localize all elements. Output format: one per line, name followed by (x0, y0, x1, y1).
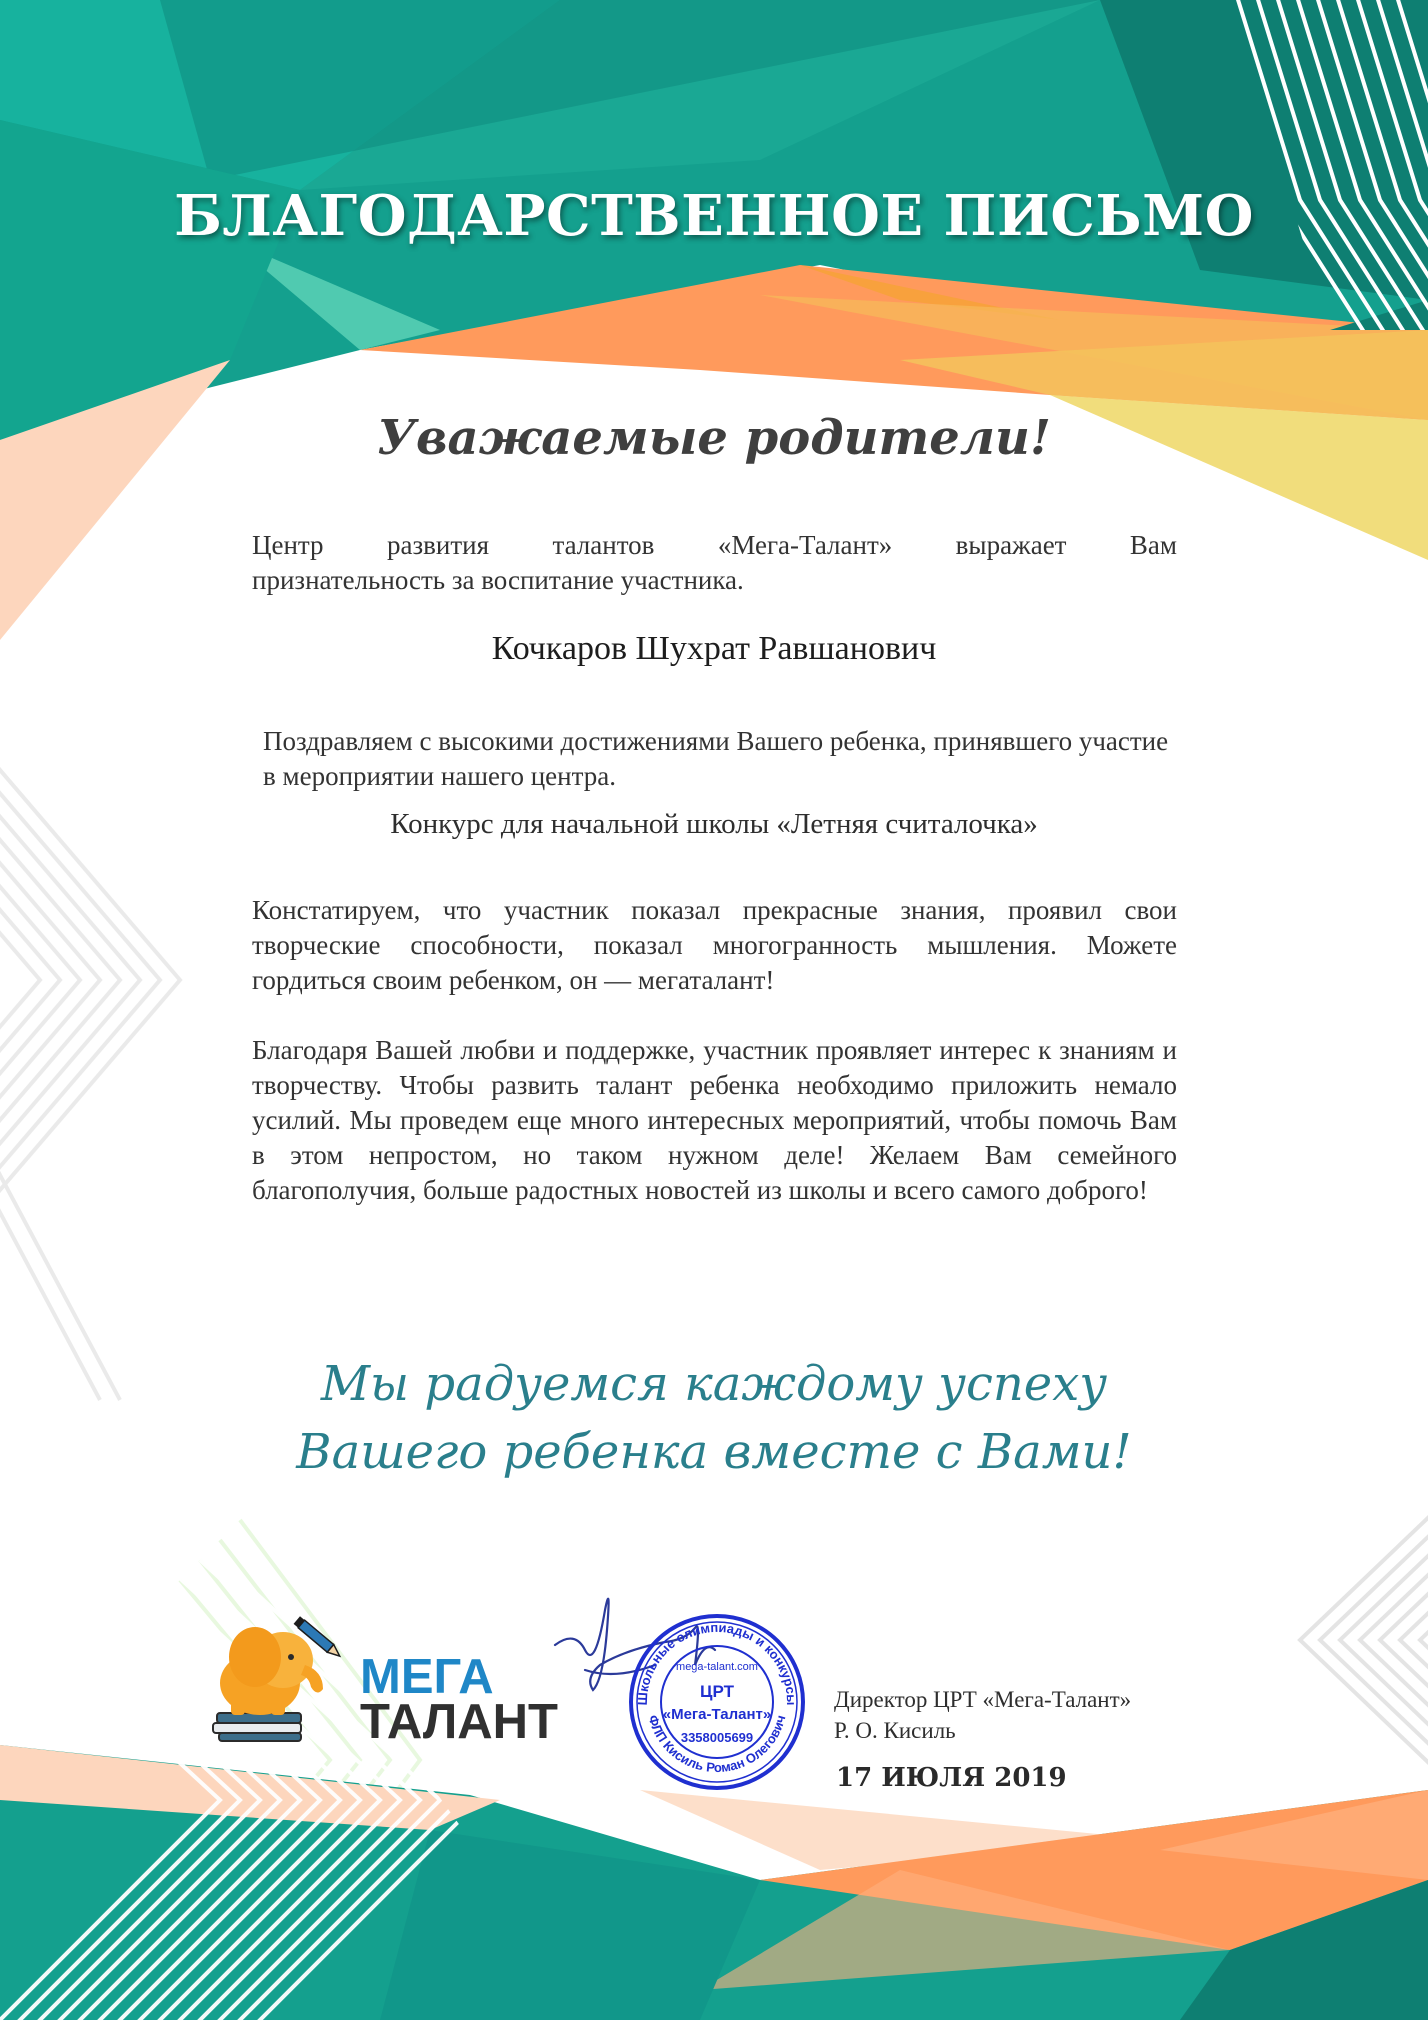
signature-and-stamp (545, 1570, 815, 1800)
intro-paragraph-line2: признательность за воспитание участника. (252, 565, 744, 595)
wishes-paragraph: Благодаря Вашей любви и поддержке, участник проявляет интерес к знаниям и творчеству. Чтобы развить талант ребенка необходимо приложить немало усилий. Мы проведем еще много интересных мероприятий, чтобы помочь Вам в этом непростом, но таком нужном деле! Желаем Вам семейного благополучия, больше радостных новостей из школы и всего самого доброго! (252, 1035, 1177, 1205)
stamp-ring-top: Школьные олимпиады и конкурсы (634, 1619, 800, 1706)
letter-title: БЛАГОДАРСТВЕННОЕ ПИСЬМО (174, 183, 1254, 249)
participant-name: Кочкаров Шухрат Равшанович (491, 630, 937, 667)
stamp-url: mega-talant.com (676, 1661, 758, 1673)
slogan-line2: Вашего ребенка вместе с Вами! (296, 1424, 1132, 1480)
letter-date: 17 ИЮЛЯ 2019 (836, 1763, 1067, 1793)
signatory-block (834, 1684, 1131, 1746)
official-stamp (631, 1616, 803, 1788)
stamp-center-line2: «Мега-Талант» (662, 1706, 772, 1723)
congratulations-paragraph: Поздравляем с высокими достижениями Вашего ребенка, принявшего участие в мероприятии нашего центра. (263, 726, 1169, 791)
intro-paragraph-line1: Центр развития талантов «Мега-Талант» выражает Вам (252, 530, 1177, 560)
contest-name: Конкурс для начальной школы «Летняя считалочка» (390, 808, 1038, 840)
stamp-ring-bottom: ФЛП Кисиль Роман Олегович (645, 1713, 789, 1776)
logo-text-talant: ТАЛАНТ (360, 1695, 558, 1749)
elephant-with-pencil-on-books-icon (205, 1605, 355, 1745)
slogan-line1: Мы радуемся каждому успеху (320, 1356, 1108, 1412)
greeting: Уважаемые родители! (377, 410, 1051, 466)
praise-paragraph: Констатируем, что участник показал прекрасные знания, проявил свои творческие способности, показал многогранность мышления. Можете гордиться своим ребенком, он — мегаталант! (252, 895, 1177, 995)
stamp-code: 3358005699 (680, 1730, 754, 1745)
mega-talant-logo (205, 1605, 558, 1749)
director-position: Директор ЦРТ «Мега-Талант» (834, 1687, 1132, 1712)
stamp-center-line1: ЦРТ (700, 1682, 734, 1701)
director-name: Р. О. Кисиль (834, 1718, 956, 1743)
logo-text-mega: МЕГА (360, 1650, 494, 1704)
